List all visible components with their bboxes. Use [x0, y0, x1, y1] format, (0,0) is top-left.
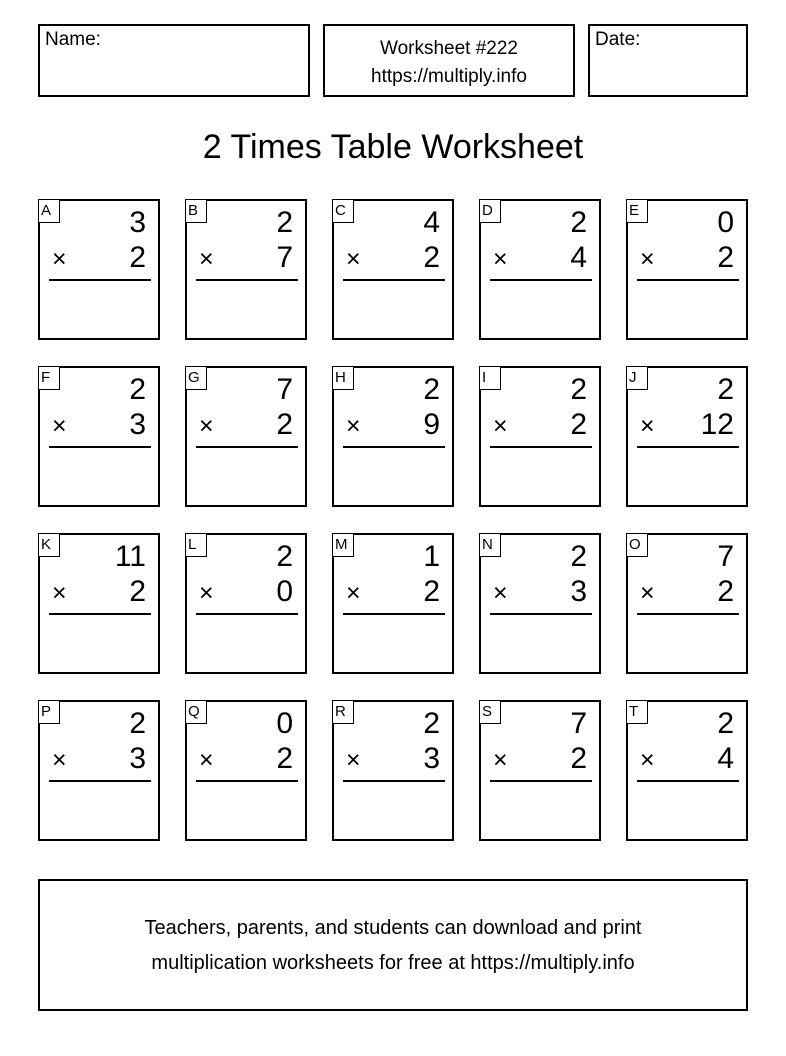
- times-sign: ×: [199, 746, 214, 774]
- problem-letter: O: [626, 533, 648, 557]
- multiplier: 2: [276, 742, 293, 775]
- problem-letter: M: [332, 533, 354, 557]
- problem-card: [38, 366, 160, 507]
- times-sign: ×: [493, 746, 508, 774]
- problem-card: [479, 366, 601, 507]
- times-sign: ×: [52, 412, 67, 440]
- answer-line: [343, 613, 445, 615]
- multiplicand: 2: [423, 707, 440, 740]
- multiplier: 2: [129, 241, 146, 274]
- problem-card: [38, 199, 160, 340]
- answer-line: [490, 780, 592, 782]
- problem-card: [626, 533, 748, 674]
- multiplicand: 7: [717, 540, 734, 573]
- answer-line: [49, 446, 151, 448]
- problem-letter: H: [332, 366, 354, 390]
- answer-line: [490, 613, 592, 615]
- answer-line: [490, 279, 592, 281]
- footer-line-2: multiplication worksheets for free at https://multiply.info: [151, 952, 635, 974]
- multiplicand: 2: [129, 707, 146, 740]
- times-sign: ×: [199, 245, 214, 273]
- problem-letter: K: [38, 533, 60, 557]
- times-sign: ×: [346, 746, 361, 774]
- times-sign: ×: [640, 245, 655, 273]
- page-title: 2 Times Table Worksheet: [202, 128, 584, 166]
- answer-line: [196, 279, 298, 281]
- problem-card: [332, 700, 454, 841]
- problem-letter: I: [479, 366, 501, 390]
- answer-line: [196, 780, 298, 782]
- multiplicand: 2: [423, 373, 440, 406]
- multiplier: 3: [129, 742, 146, 775]
- multiplier: 12: [700, 408, 734, 441]
- times-sign: ×: [493, 579, 508, 607]
- times-sign: ×: [346, 579, 361, 607]
- problem-letter: T: [626, 700, 648, 724]
- times-sign: ×: [640, 412, 655, 440]
- multiplicand: 2: [276, 206, 293, 239]
- answer-line: [637, 780, 739, 782]
- times-sign: ×: [199, 579, 214, 607]
- problem-card: [38, 700, 160, 841]
- problem-card: [626, 700, 748, 841]
- multiplicand: 7: [276, 373, 293, 406]
- problem-letter: F: [38, 366, 60, 390]
- footer-line-1: Teachers, parents, and students can download and print: [144, 917, 642, 939]
- multiplicand: 3: [129, 206, 146, 239]
- problem-card: [332, 533, 454, 674]
- multiplier: 2: [129, 575, 146, 608]
- problem-letter: C: [332, 199, 354, 223]
- problem-letter: E: [626, 199, 648, 223]
- answer-line: [490, 446, 592, 448]
- multiplicand: 2: [570, 373, 587, 406]
- multiplier: 3: [570, 575, 587, 608]
- times-sign: ×: [346, 412, 361, 440]
- problem-card: [332, 199, 454, 340]
- problem-letter: S: [479, 700, 501, 724]
- problem-card: [185, 533, 307, 674]
- multiplicand: 2: [717, 373, 734, 406]
- multiplicand: 2: [276, 540, 293, 573]
- footer-box: [38, 879, 748, 1011]
- multiplicand: 7: [570, 707, 587, 740]
- problem-letter: D: [479, 199, 501, 223]
- problem-letter: B: [185, 199, 207, 223]
- times-sign: ×: [640, 746, 655, 774]
- multiplicand: 0: [717, 206, 734, 239]
- multiplier: 7: [276, 241, 293, 274]
- times-sign: ×: [493, 412, 508, 440]
- times-sign: ×: [199, 412, 214, 440]
- problem-card: [479, 533, 601, 674]
- problem-letter: G: [185, 366, 207, 390]
- answer-line: [637, 446, 739, 448]
- problem-card: [626, 366, 748, 507]
- answer-line: [196, 613, 298, 615]
- multiplier: 2: [570, 408, 587, 441]
- answer-line: [49, 279, 151, 281]
- answer-line: [637, 613, 739, 615]
- date-label: Date:: [595, 29, 641, 50]
- times-sign: ×: [640, 579, 655, 607]
- multiplicand: 2: [717, 707, 734, 740]
- times-sign: ×: [52, 746, 67, 774]
- multiplicand: 2: [129, 373, 146, 406]
- multiplier: 9: [423, 408, 440, 441]
- problem-letter: L: [185, 533, 207, 557]
- problem-card: [38, 533, 160, 674]
- problem-letter: N: [479, 533, 501, 557]
- multiplier: 2: [717, 575, 734, 608]
- multiplier: 2: [717, 241, 734, 274]
- problem-letter: Q: [185, 700, 207, 724]
- problem-letter: R: [332, 700, 354, 724]
- problem-card: [332, 366, 454, 507]
- times-sign: ×: [52, 245, 67, 273]
- multiplier: 0: [276, 575, 293, 608]
- answer-line: [49, 613, 151, 615]
- problem-card: [479, 700, 601, 841]
- multiplier: 4: [717, 742, 734, 775]
- multiplicand: 2: [570, 540, 587, 573]
- multiplier: 3: [423, 742, 440, 775]
- multiplier: 2: [570, 742, 587, 775]
- problem-card: [479, 199, 601, 340]
- answer-line: [49, 780, 151, 782]
- answer-line: [343, 446, 445, 448]
- answer-line: [343, 780, 445, 782]
- multiplier: 4: [570, 241, 587, 274]
- name-label: Name:: [45, 29, 101, 50]
- problem-letter: A: [38, 199, 60, 223]
- problem-card: [626, 199, 748, 340]
- website-link[interactable]: https://multiply.info: [371, 66, 527, 87]
- problem-card: [185, 700, 307, 841]
- multiplier: 3: [129, 408, 146, 441]
- multiplicand: 0: [276, 707, 293, 740]
- multiplicand: 4: [423, 206, 440, 239]
- problem-card: [185, 199, 307, 340]
- worksheet-number: Worksheet #222: [379, 38, 518, 59]
- multiplicand: 11: [114, 540, 146, 573]
- problem-letter: P: [38, 700, 60, 724]
- problem-letter: J: [626, 366, 648, 390]
- multiplicand: 1: [423, 540, 440, 573]
- times-sign: ×: [346, 245, 361, 273]
- multiplier: 2: [276, 408, 293, 441]
- times-sign: ×: [493, 245, 508, 273]
- times-sign: ×: [52, 579, 67, 607]
- answer-line: [196, 446, 298, 448]
- problem-card: [185, 366, 307, 507]
- answer-line: [343, 279, 445, 281]
- multiplicand: 2: [570, 206, 587, 239]
- multiplier: 2: [423, 575, 440, 608]
- multiplier: 2: [423, 241, 440, 274]
- answer-line: [637, 279, 739, 281]
